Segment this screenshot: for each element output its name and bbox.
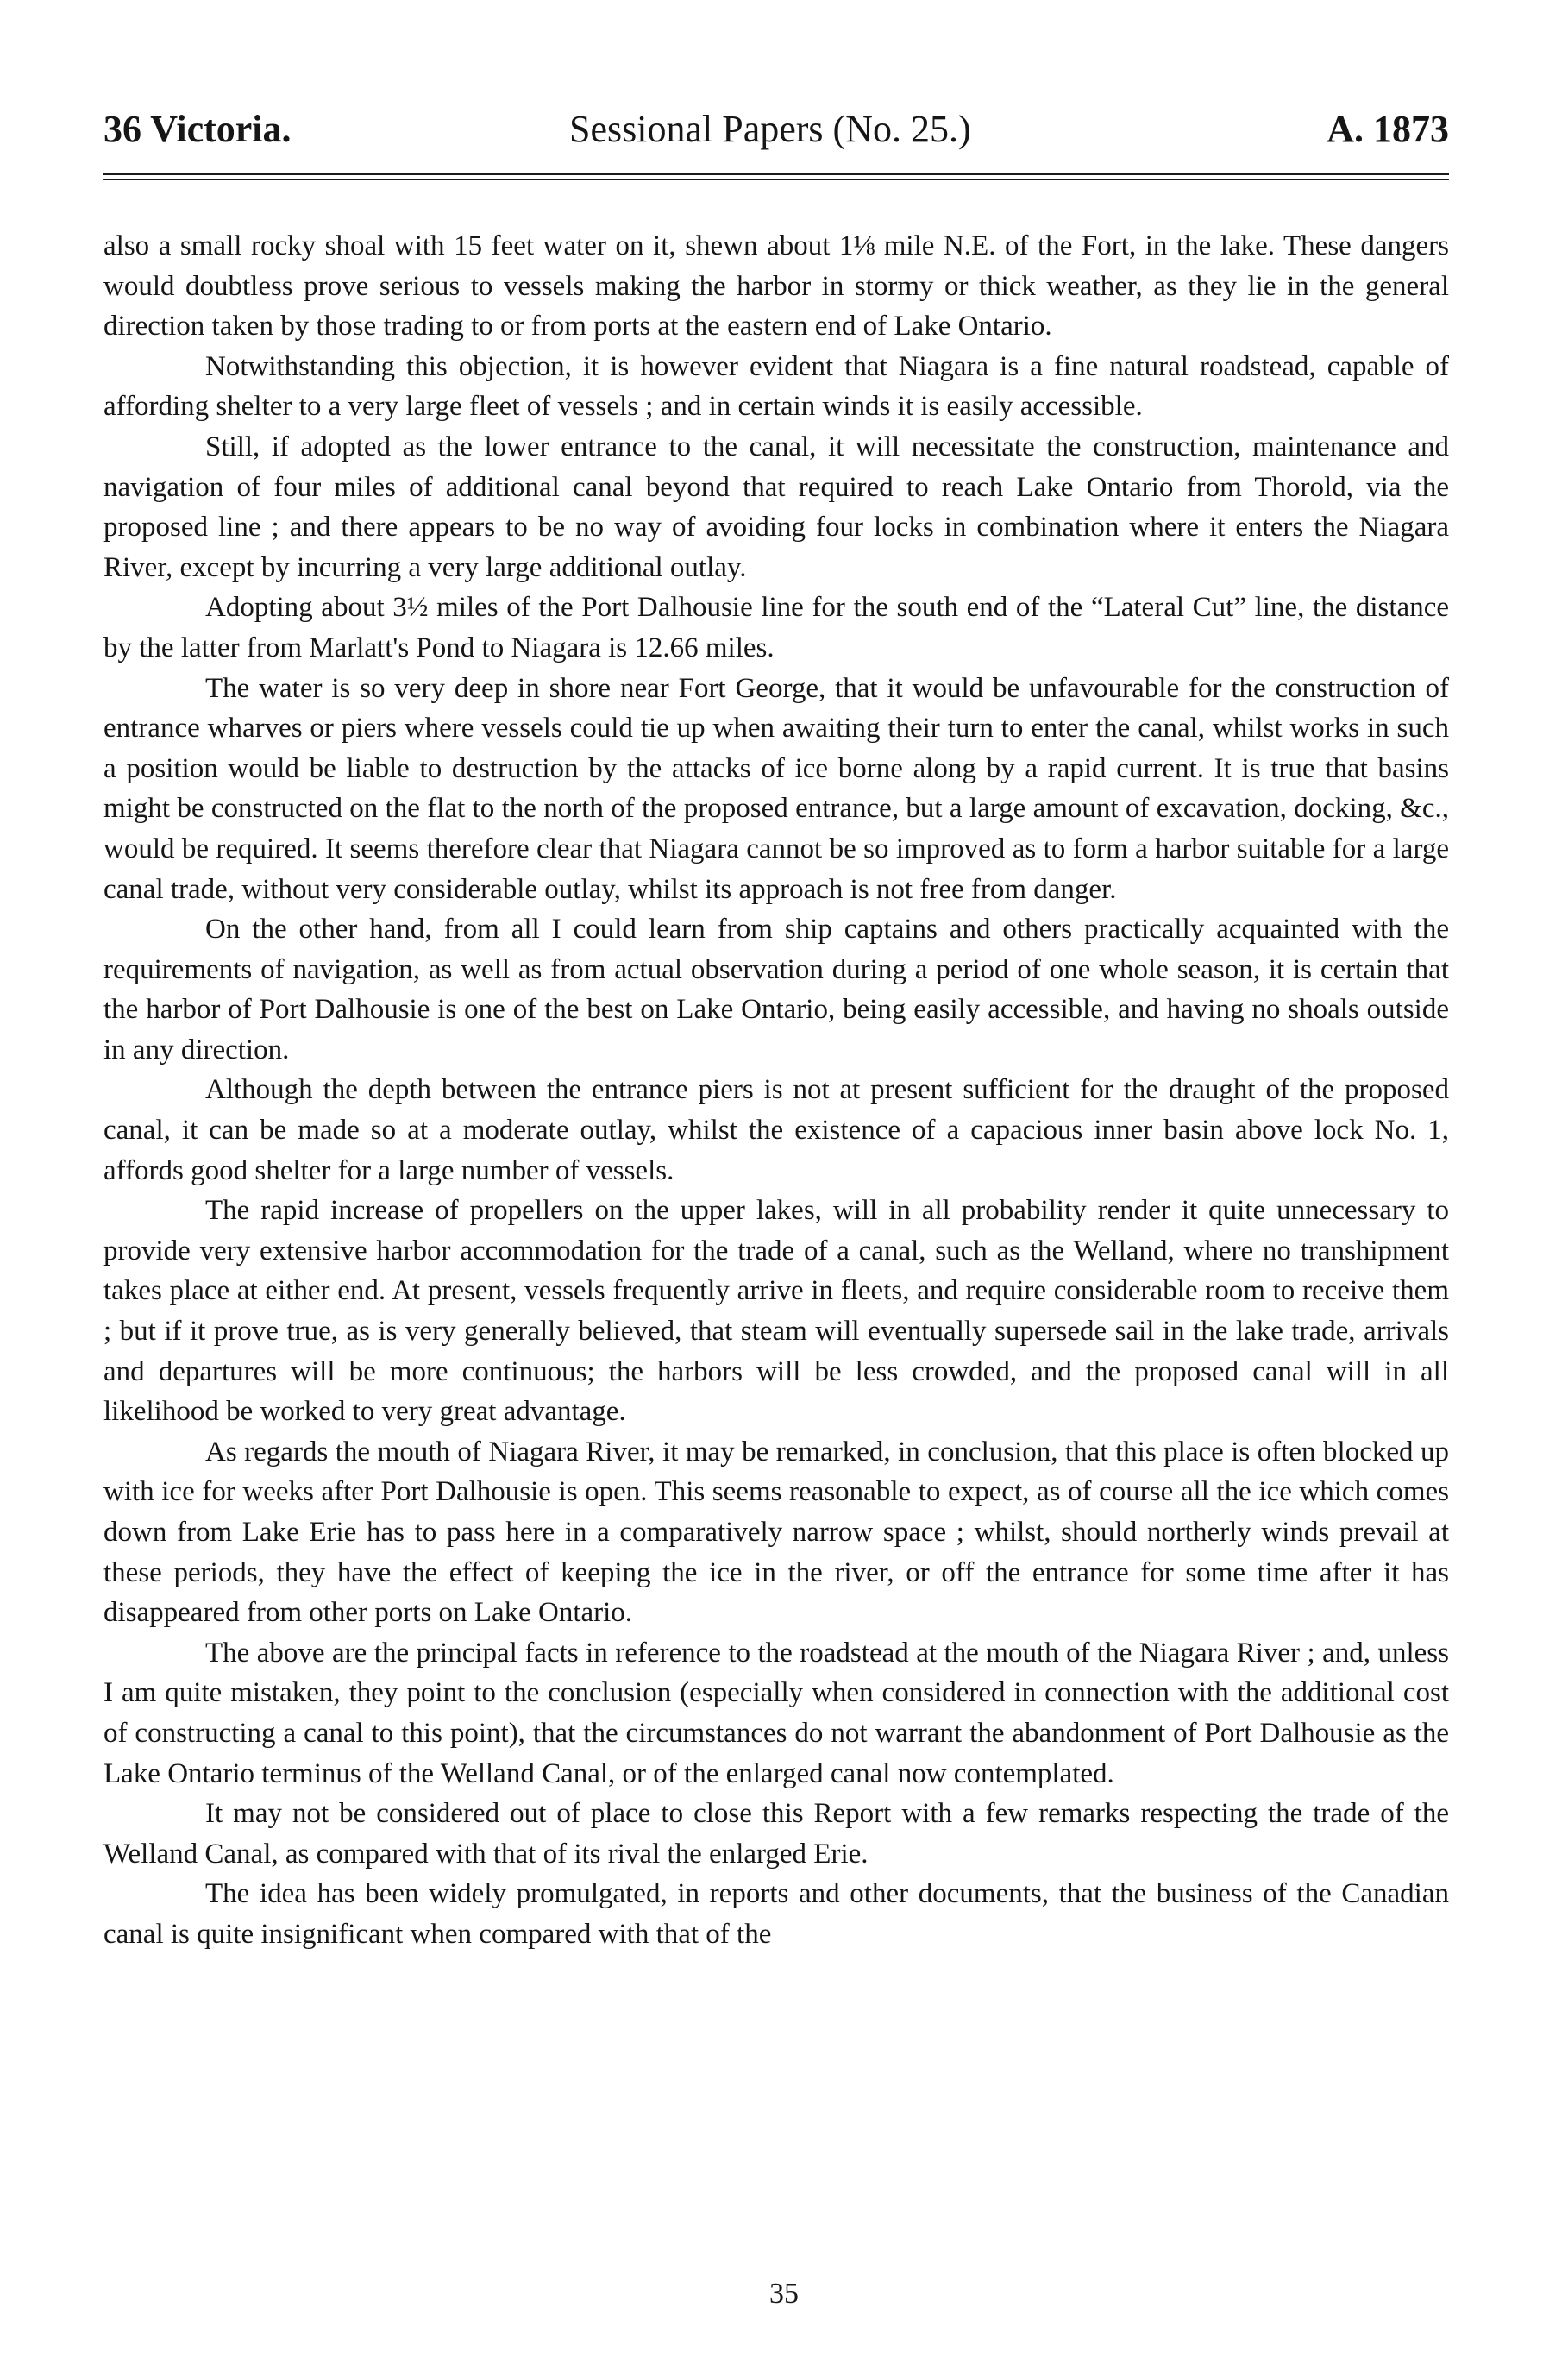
paragraph: It may not be considered out of place to close this Report with a few remarks respecting the trade of the Welland Canal, as compared with that of its rival the enlarged Erie. [103,1798,1449,1870]
paragraph: The water is so very deep in shore near Fort George, that it would be unfavourable for the construction of entrance wharves or piers where vessels could tie up when awaiting their turn to enter the canal, whilst works in such a position would be liable to destruction by the attacks of ice borne along by a rapid current. It is true that basins might be constructed on the flat to the north of the proposed entrance, but a large amount of excavation, docking, &c., would be required. It seems therefore clear that Niagara cannot be so improved as to form a harbor suitable for a large canal trade, without very considerable outlay, whilst its approach is not free from danger. [103,672,1449,905]
paragraph: The rapid increase of propellers on the upper lakes, will in all probability render it quite unnecessary to provide very extensive harbor accommodation for the trade of a canal, such as the Welland, where no transhipment takes place at either end. At present, vessels frequently arrive in fleets, and require considerable room to receive them ; but if it prove true, as is very generally believed, that steam will eventually supersede sail in the lake trade, arrivals and departures will be more continuous; the harbors will be less crowded, and the proposed canal will in all likelihood be worked to very great advantage. [103,1195,1449,1428]
header-title: Sessional Papers (No. 25.) [569,108,971,150]
header-rule-thick [103,173,1449,175]
header-rule-thin [103,179,1449,180]
paragraph: As regards the mouth of Niagara River, it may be remarked, in conclusion, that this place is often blocked up with ice for weeks after Port Dalhousie is open. This seems reasonable to expect, as of course all the ice which comes down from Lake Erie has to pass here in a comparatively narrow space ; whilst, should northerly winds prevail at these periods, they have the effect of keeping the ice in the river, or off the entrance for some time after it has disappeared from other ports on Lake Ontario. [103,1436,1449,1629]
paragraph: Still, if adopted as the lower entrance to the canal, it will necessitate the construction, maintenance and navigation of four miles of additional canal beyond that required to reach Lake Ontario from Thorold, via the proposed line ; and there appears to be no way of avoiding four locks in combination where it enters the Niagara River, except by incurring a very large additional outlay. [103,431,1449,583]
paragraph: Although the depth between the entrance piers is not at present sufficient for the draught of the proposed canal, it can be made so at a moderate outlay, whilst the existence of a capacious inner basin above lock No. 1, affords good shelter for a large number of vessels. [103,1074,1449,1186]
paragraph: Adopting about 3½ miles of the Port Dalhousie line for the south end of the “Lateral Cut” line, the distance by the latter from Marlatt's Pond to Niagara is 12.66 miles. [103,592,1449,663]
running-header [103,97,1449,166]
header-volume: 36 Victoria. [103,108,292,150]
paragraph: On the other hand, from all I could learn from ship captains and others practically acquainted with the requirements of navigation, as well as from actual observation during a period of one whole season, it is certain that the harbor of Port Dalhousie is one of the best on Lake Ontario, being easily accessible, and having no shoals outside in any direction. [103,914,1449,1065]
paragraph: The above are the principal facts in reference to the roadstead at the mouth of the Niagara River ; and, unless I am quite mistaken, they point to the conclusion (especially when considered in connection with the additional cost of constructing a canal to this point), that the circumstances do not warrant the abandonment of Port Dalhousie as the Lake Ontario terminus of the Welland Canal, or of the enlarged canal now contemplated. [103,1637,1449,1789]
header-year: A. 1873 [1327,108,1449,150]
paragraph: also a small rocky shoal with 15 feet water on it, shewn about 1⅛ mile N.E. of the Fort, in the lake. These dangers would doubtless prove serious to vessels making the harbor in stormy or thick weather, as they lie in the general direction taken by those trading to or from ports at the eastern end of Lake Ontario. [103,230,1449,343]
body-text [103,226,1449,1955]
paragraph: Notwithstanding this objection, it is however evident that Niagara is a fine natural roadstead, capable of affording shelter to a very large fleet of vessels ; and in certain winds it is easily accessible. [103,350,1449,423]
page-number: 35 [769,2278,799,2310]
header-rule [103,171,1449,183]
paragraph: The idea has been widely promulgated, in reports and other documents, that the business of the Canadian canal is quite insignificant when compared with that of the [103,1878,1449,1950]
